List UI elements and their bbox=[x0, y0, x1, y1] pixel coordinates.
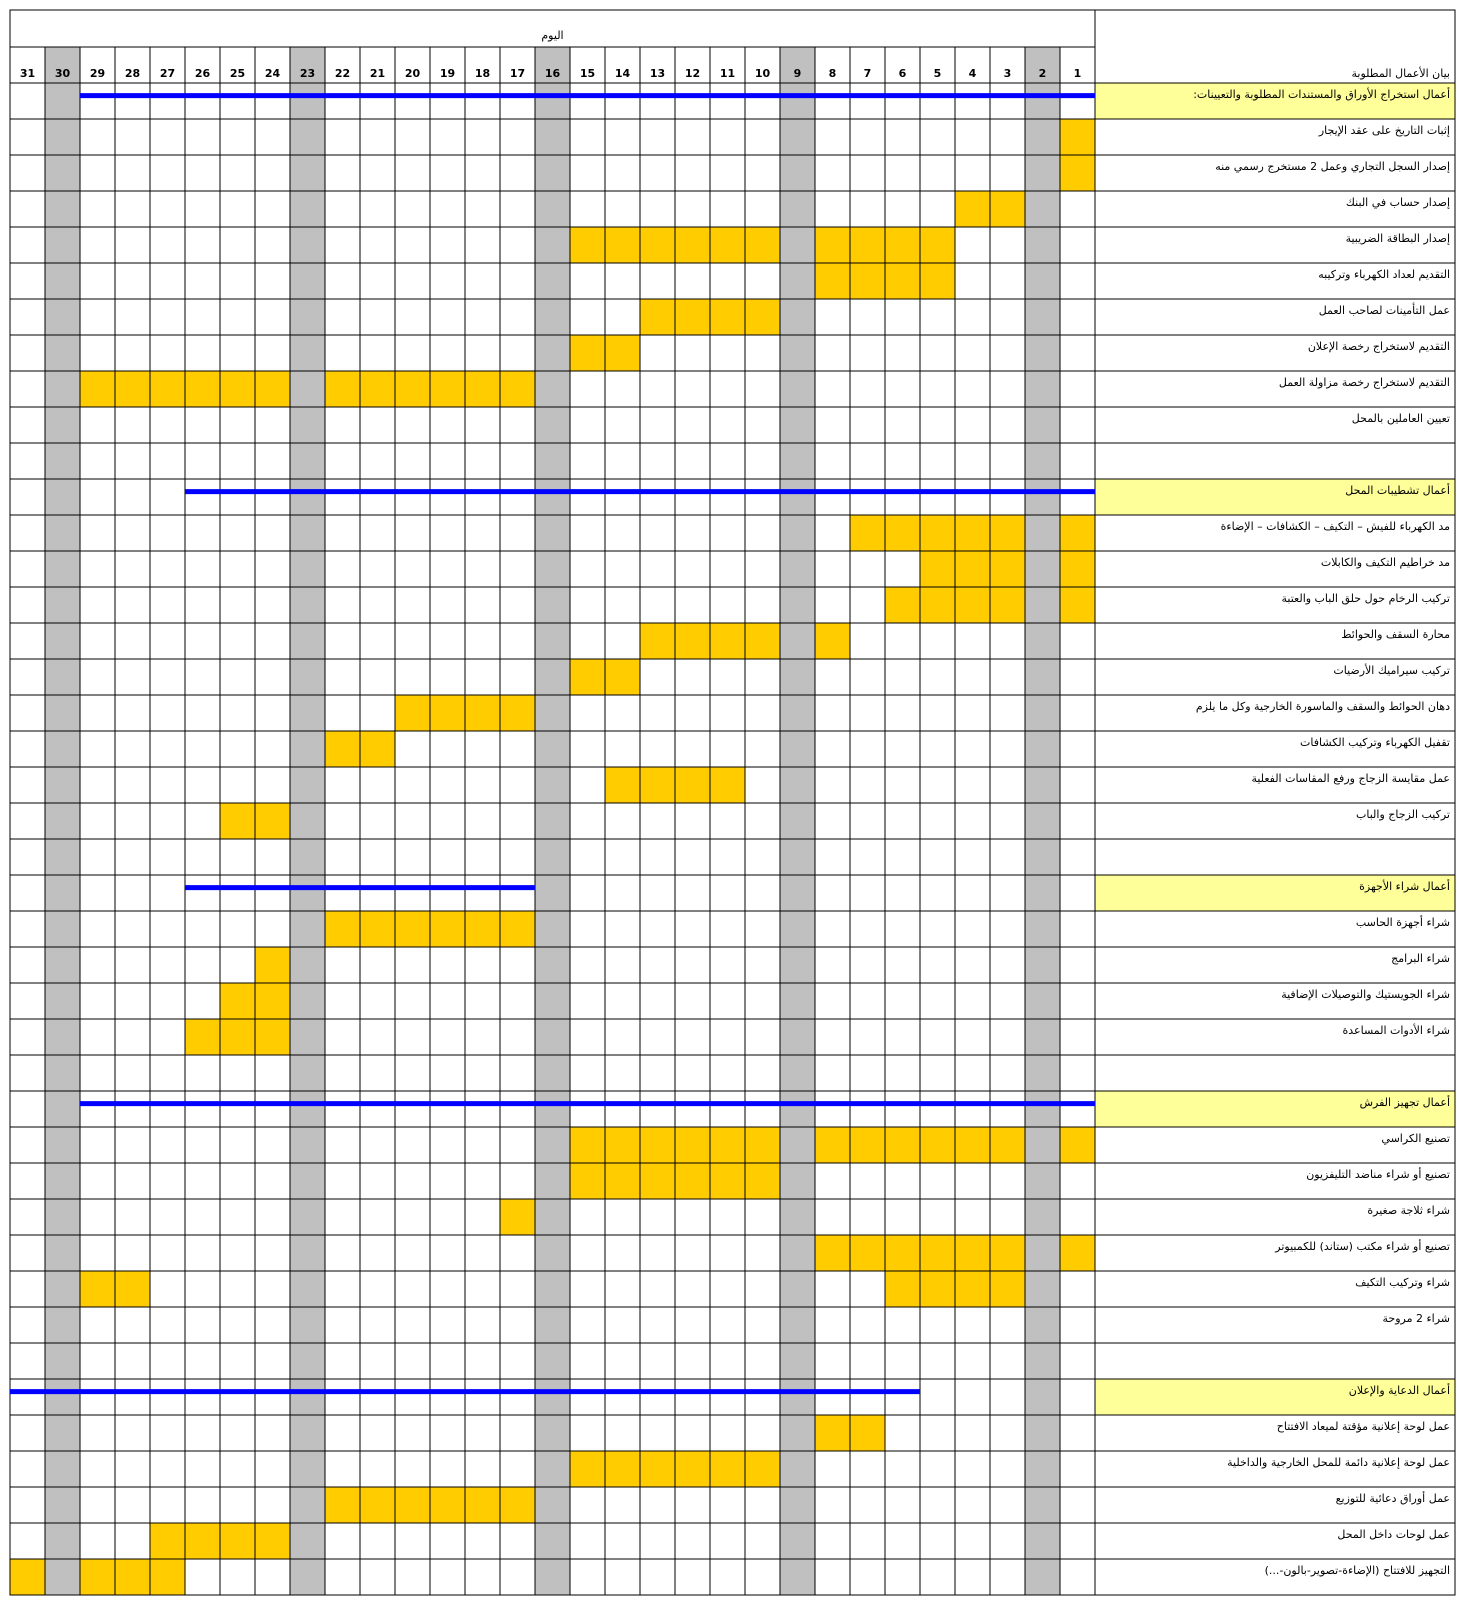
day-number: 11 bbox=[719, 67, 736, 80]
task-bar-cell bbox=[80, 1559, 115, 1595]
task-bar-cell bbox=[955, 587, 990, 623]
task-bar-cell bbox=[745, 299, 780, 335]
task-label: شراء الأدوات المساعدة bbox=[1342, 1024, 1450, 1037]
task-bar-cell bbox=[1060, 155, 1095, 191]
task-bar-cell bbox=[815, 1415, 850, 1451]
task-bar-cell bbox=[710, 227, 745, 263]
task-bar-cell bbox=[815, 227, 850, 263]
task-bar-cell bbox=[815, 623, 850, 659]
task-bar-cell bbox=[255, 1019, 290, 1055]
task-bar-cell bbox=[955, 1127, 990, 1163]
task-label: شراء ثلاجة صغيرة bbox=[1367, 1204, 1450, 1217]
task-label: تصنيع أو شراء مناضد التليفزيون bbox=[1306, 1168, 1450, 1181]
task-bar-cell bbox=[850, 1235, 885, 1271]
day-number: 26 bbox=[194, 67, 211, 80]
day-number: 7 bbox=[863, 67, 872, 80]
task-bar-cell bbox=[990, 515, 1025, 551]
task-bar-cell bbox=[430, 695, 465, 731]
task-bar-cell bbox=[850, 1127, 885, 1163]
task-bar-cell bbox=[920, 227, 955, 263]
day-number: 6 bbox=[898, 67, 907, 80]
day-number: 21 bbox=[369, 67, 386, 80]
tasks-header-label: بيان الأعمال المطلوبة bbox=[1351, 67, 1450, 80]
task-bar-cell bbox=[360, 911, 395, 947]
task-bar-cell bbox=[465, 1487, 500, 1523]
task-label: إصدار السجل التجاري وعمل 2 مستخرج رسمي منه bbox=[1215, 160, 1450, 173]
task-bar-cell bbox=[395, 371, 430, 407]
task-bar-cell bbox=[990, 1127, 1025, 1163]
weekend-column bbox=[780, 47, 815, 1595]
task-bar-cell bbox=[885, 587, 920, 623]
day-number: 19 bbox=[439, 67, 456, 80]
row-labels bbox=[1193, 87, 1450, 1577]
day-numbers bbox=[20, 67, 1081, 80]
task-bar-cell bbox=[640, 1127, 675, 1163]
day-number: 31 bbox=[19, 67, 36, 80]
task-bar-cell bbox=[745, 1163, 780, 1199]
task-bar-cell bbox=[395, 695, 430, 731]
task-bar-cell bbox=[850, 1415, 885, 1451]
task-bar-cell bbox=[150, 1523, 185, 1559]
task-label: إثبات التاريخ على عقد الإيجار bbox=[1318, 124, 1450, 137]
task-label: عمل مقايسة الزجاج ورفع المقاسات الفعلية bbox=[1251, 772, 1450, 785]
task-label: التقديم لاستخراج رخصة مزاولة العمل bbox=[1278, 376, 1450, 389]
task-bar-cell bbox=[1060, 551, 1095, 587]
task-bar-cell bbox=[465, 695, 500, 731]
section-label: أعمال شراء الأجهزة bbox=[1359, 880, 1450, 893]
task-bar-cell bbox=[885, 515, 920, 551]
task-label: تركيب الزجاج والباب bbox=[1356, 808, 1450, 821]
day-number: 14 bbox=[614, 67, 631, 80]
task-bar-cell bbox=[360, 731, 395, 767]
day-number: 28 bbox=[124, 67, 141, 80]
task-bar-cell bbox=[220, 1523, 255, 1559]
task-label: تقفيل الكهرباء وتركيب الكشافات bbox=[1300, 736, 1450, 749]
task-label: عمل لوحات داخل المحل bbox=[1337, 1528, 1450, 1541]
task-bar-cell bbox=[675, 1451, 710, 1487]
task-label: إصدار حساب في البنك bbox=[1345, 196, 1450, 209]
task-bar-cell bbox=[255, 803, 290, 839]
task-bar-cell bbox=[605, 1451, 640, 1487]
task-label: شراء البرامج bbox=[1391, 952, 1450, 965]
task-bar-cell bbox=[430, 1487, 465, 1523]
task-bar-cell bbox=[640, 299, 675, 335]
task-label: التقديم لاستخراج رخصة الإعلان bbox=[1307, 340, 1450, 353]
task-label: شراء أجهزة الحاسب bbox=[1355, 916, 1450, 929]
day-number: 16 bbox=[544, 67, 561, 80]
task-bar-cell bbox=[885, 227, 920, 263]
task-bar-cell bbox=[675, 227, 710, 263]
section-label: أعمال استخراج الأوراق والمستندات المطلوبة والتعيينات: bbox=[1193, 88, 1450, 101]
day-header-label: اليوم bbox=[541, 29, 564, 42]
task-bar-cell bbox=[150, 1559, 185, 1595]
day-number: 13 bbox=[649, 67, 666, 80]
day-number: 29 bbox=[89, 67, 106, 80]
task-bar-cell bbox=[150, 371, 185, 407]
task-label: عمل لوحة إعلانية دائمة للمحل الخارجية والداخلية bbox=[1227, 1456, 1450, 1469]
task-bar-cell bbox=[80, 1271, 115, 1307]
task-bar-cell bbox=[430, 911, 465, 947]
task-bar-cell bbox=[570, 1163, 605, 1199]
day-number: 1 bbox=[1073, 67, 1082, 80]
task-bar-cell bbox=[710, 1163, 745, 1199]
task-bar-cell bbox=[815, 1235, 850, 1271]
task-bar-cell bbox=[500, 1199, 535, 1235]
task-bar-cell bbox=[500, 1487, 535, 1523]
task-label: عمل التأمينات لصاحب العمل bbox=[1318, 304, 1450, 317]
task-bar-cell bbox=[955, 551, 990, 587]
task-bar-cell bbox=[220, 1019, 255, 1055]
task-bar-cell bbox=[710, 623, 745, 659]
day-number: 20 bbox=[404, 67, 421, 80]
task-bar-cell bbox=[675, 1163, 710, 1199]
task-bar-cell bbox=[990, 551, 1025, 587]
task-bar-cell bbox=[605, 1163, 640, 1199]
task-bar-cell bbox=[885, 1127, 920, 1163]
task-bar-cell bbox=[80, 371, 115, 407]
task-bar-cell bbox=[710, 767, 745, 803]
task-bar-cell bbox=[360, 1487, 395, 1523]
task-bar-cell bbox=[675, 1127, 710, 1163]
task-bar-cell bbox=[325, 1487, 360, 1523]
task-bar-cell bbox=[955, 1235, 990, 1271]
day-number: 4 bbox=[968, 67, 977, 80]
task-label: إصدار البطاقة الضريبية bbox=[1345, 232, 1450, 245]
task-bar-cell bbox=[185, 371, 220, 407]
task-bar-cell bbox=[920, 263, 955, 299]
task-bar-cell bbox=[640, 1451, 675, 1487]
task-bar-cell bbox=[220, 803, 255, 839]
task-bar-cell bbox=[710, 1451, 745, 1487]
task-bar-cell bbox=[325, 731, 360, 767]
task-bar-cell bbox=[430, 371, 465, 407]
task-label: تعيين العاملين بالمحل bbox=[1351, 412, 1450, 425]
task-bar-cell bbox=[745, 1451, 780, 1487]
task-bar-cell bbox=[605, 335, 640, 371]
task-bar-cell bbox=[990, 587, 1025, 623]
task-bar-cell bbox=[640, 623, 675, 659]
task-bar-cell bbox=[500, 911, 535, 947]
day-number: 3 bbox=[1003, 67, 1012, 80]
task-bar-cell bbox=[1060, 119, 1095, 155]
task-bar-cell bbox=[570, 335, 605, 371]
day-number: 25 bbox=[229, 67, 246, 80]
day-number: 10 bbox=[754, 67, 771, 80]
task-bar-cell bbox=[605, 659, 640, 695]
day-number: 27 bbox=[159, 67, 176, 80]
task-label: شراء 2 مروحة bbox=[1382, 1312, 1450, 1325]
task-bar-cell bbox=[325, 371, 360, 407]
section-label: أعمال تشطيبات المحل bbox=[1345, 484, 1450, 497]
day-number: 9 bbox=[793, 67, 802, 80]
task-label: تصنيع أو شراء مكتب (ستاند) للكمبيوتر bbox=[1275, 1240, 1450, 1253]
task-bar-cell bbox=[850, 515, 885, 551]
section-label: أعمال الدعاية والإعلان bbox=[1348, 1384, 1450, 1397]
task-bar-cell bbox=[920, 587, 955, 623]
task-bar-cell bbox=[885, 263, 920, 299]
task-label: مد خراطيم التكيف والكابلات bbox=[1320, 556, 1450, 569]
task-bar-cell bbox=[220, 371, 255, 407]
task-bar-cell bbox=[640, 227, 675, 263]
task-bar-cell bbox=[570, 659, 605, 695]
task-bar-cell bbox=[815, 1127, 850, 1163]
weekend-column bbox=[1025, 47, 1060, 1595]
day-number: 15 bbox=[579, 67, 596, 80]
task-bar-cell bbox=[185, 1523, 220, 1559]
task-label: تركيب الرخام حول حلق الباب والعتبة bbox=[1281, 592, 1450, 605]
task-bar-cell bbox=[640, 767, 675, 803]
task-bar-cell bbox=[675, 623, 710, 659]
task-bar-cell bbox=[885, 1235, 920, 1271]
task-bar-cell bbox=[920, 515, 955, 551]
task-bar-cell bbox=[570, 1451, 605, 1487]
task-bar-cell bbox=[920, 1271, 955, 1307]
task-bar-cell bbox=[185, 1019, 220, 1055]
task-bar-cell bbox=[675, 299, 710, 335]
task-bar-cell bbox=[710, 1127, 745, 1163]
day-number: 18 bbox=[474, 67, 491, 80]
task-bar-cell bbox=[990, 1235, 1025, 1271]
task-bar-cell bbox=[115, 1559, 150, 1595]
task-label: تصنيع الكراسي bbox=[1381, 1132, 1450, 1145]
task-bar-cell bbox=[955, 515, 990, 551]
task-bar-cell bbox=[605, 767, 640, 803]
task-bar-cell bbox=[10, 1559, 45, 1595]
task-bar-cell bbox=[465, 371, 500, 407]
task-bar-cell bbox=[220, 983, 255, 1019]
task-label: شراء الجويستيك والتوصيلات الإضافية bbox=[1281, 988, 1450, 1001]
task-bar-cell bbox=[850, 227, 885, 263]
task-bar-cell bbox=[115, 371, 150, 407]
task-bar-cell bbox=[360, 371, 395, 407]
task-bar-cell bbox=[255, 371, 290, 407]
task-bar-cell bbox=[955, 191, 990, 227]
task-bar-cell bbox=[815, 263, 850, 299]
task-bar-cell bbox=[1060, 515, 1095, 551]
task-bar-cell bbox=[115, 1271, 150, 1307]
task-bar-cell bbox=[500, 371, 535, 407]
task-bar-cell bbox=[255, 983, 290, 1019]
task-bar-cell bbox=[255, 947, 290, 983]
task-label: محارة السقف والحوائط bbox=[1341, 628, 1450, 641]
task-bar-cell bbox=[850, 263, 885, 299]
task-label: عمل لوحة إعلانية مؤقتة لميعاد الافتتاح bbox=[1276, 1420, 1450, 1433]
task-label: شراء وتركيب التكيف bbox=[1355, 1276, 1450, 1289]
day-number: 23 bbox=[299, 67, 316, 80]
task-bar-cell bbox=[990, 191, 1025, 227]
task-bar-cell bbox=[745, 1127, 780, 1163]
task-bar-cell bbox=[920, 1235, 955, 1271]
task-label: مد الكهرباء للفيش – التكيف – الكشافات – الإضاءة bbox=[1220, 520, 1450, 533]
task-bar-cell bbox=[1060, 1235, 1095, 1271]
task-bar-cell bbox=[640, 1163, 675, 1199]
task-bar-cell bbox=[570, 1127, 605, 1163]
task-label: تركيب سيراميك الأرضيات bbox=[1333, 664, 1450, 677]
section-label: أعمال تجهيز الفرش bbox=[1359, 1096, 1450, 1109]
task-bar-cell bbox=[395, 1487, 430, 1523]
day-number: 12 bbox=[684, 67, 701, 80]
weekend-column bbox=[535, 47, 570, 1595]
task-bar-cell bbox=[395, 911, 430, 947]
task-bar-cell bbox=[745, 227, 780, 263]
day-number: 30 bbox=[54, 67, 71, 80]
task-label: التجهيز للافتتاح (الإضاءة-تصوير-بالون-...) bbox=[1264, 1564, 1450, 1577]
task-bar-cell bbox=[1060, 1127, 1095, 1163]
weekend-column bbox=[290, 47, 325, 1595]
task-bar-cell bbox=[1060, 587, 1095, 623]
day-number: 2 bbox=[1038, 67, 1047, 80]
task-bar-cell bbox=[255, 1523, 290, 1559]
task-bar-cell bbox=[920, 551, 955, 587]
task-bar-cell bbox=[570, 227, 605, 263]
day-number: 8 bbox=[828, 67, 837, 80]
task-bar-cell bbox=[955, 1271, 990, 1307]
weekend-column bbox=[45, 47, 80, 1595]
task-bar-cell bbox=[745, 623, 780, 659]
task-bar-cell bbox=[990, 1271, 1025, 1307]
task-bar-cell bbox=[920, 1127, 955, 1163]
task-bar-cell bbox=[710, 299, 745, 335]
task-bar-cell bbox=[325, 911, 360, 947]
task-label: التقديم لعداد الكهرباء وتركيبه bbox=[1318, 268, 1450, 281]
task-bar-cell bbox=[500, 695, 535, 731]
task-bar-cell bbox=[605, 1127, 640, 1163]
task-label: عمل أوراق دعائية للتوزيع bbox=[1335, 1492, 1450, 1505]
task-bar-cell bbox=[885, 1271, 920, 1307]
day-number: 24 bbox=[264, 67, 281, 80]
day-number: 22 bbox=[334, 67, 351, 80]
task-bar-cell bbox=[465, 911, 500, 947]
task-label: دهان الحوائط والسقف والماسورة الخارجية وكل ما يلزم bbox=[1195, 700, 1450, 713]
task-bar-cell bbox=[675, 767, 710, 803]
day-number: 17 bbox=[509, 67, 526, 80]
day-number: 5 bbox=[933, 67, 942, 80]
task-bar-cell bbox=[605, 227, 640, 263]
